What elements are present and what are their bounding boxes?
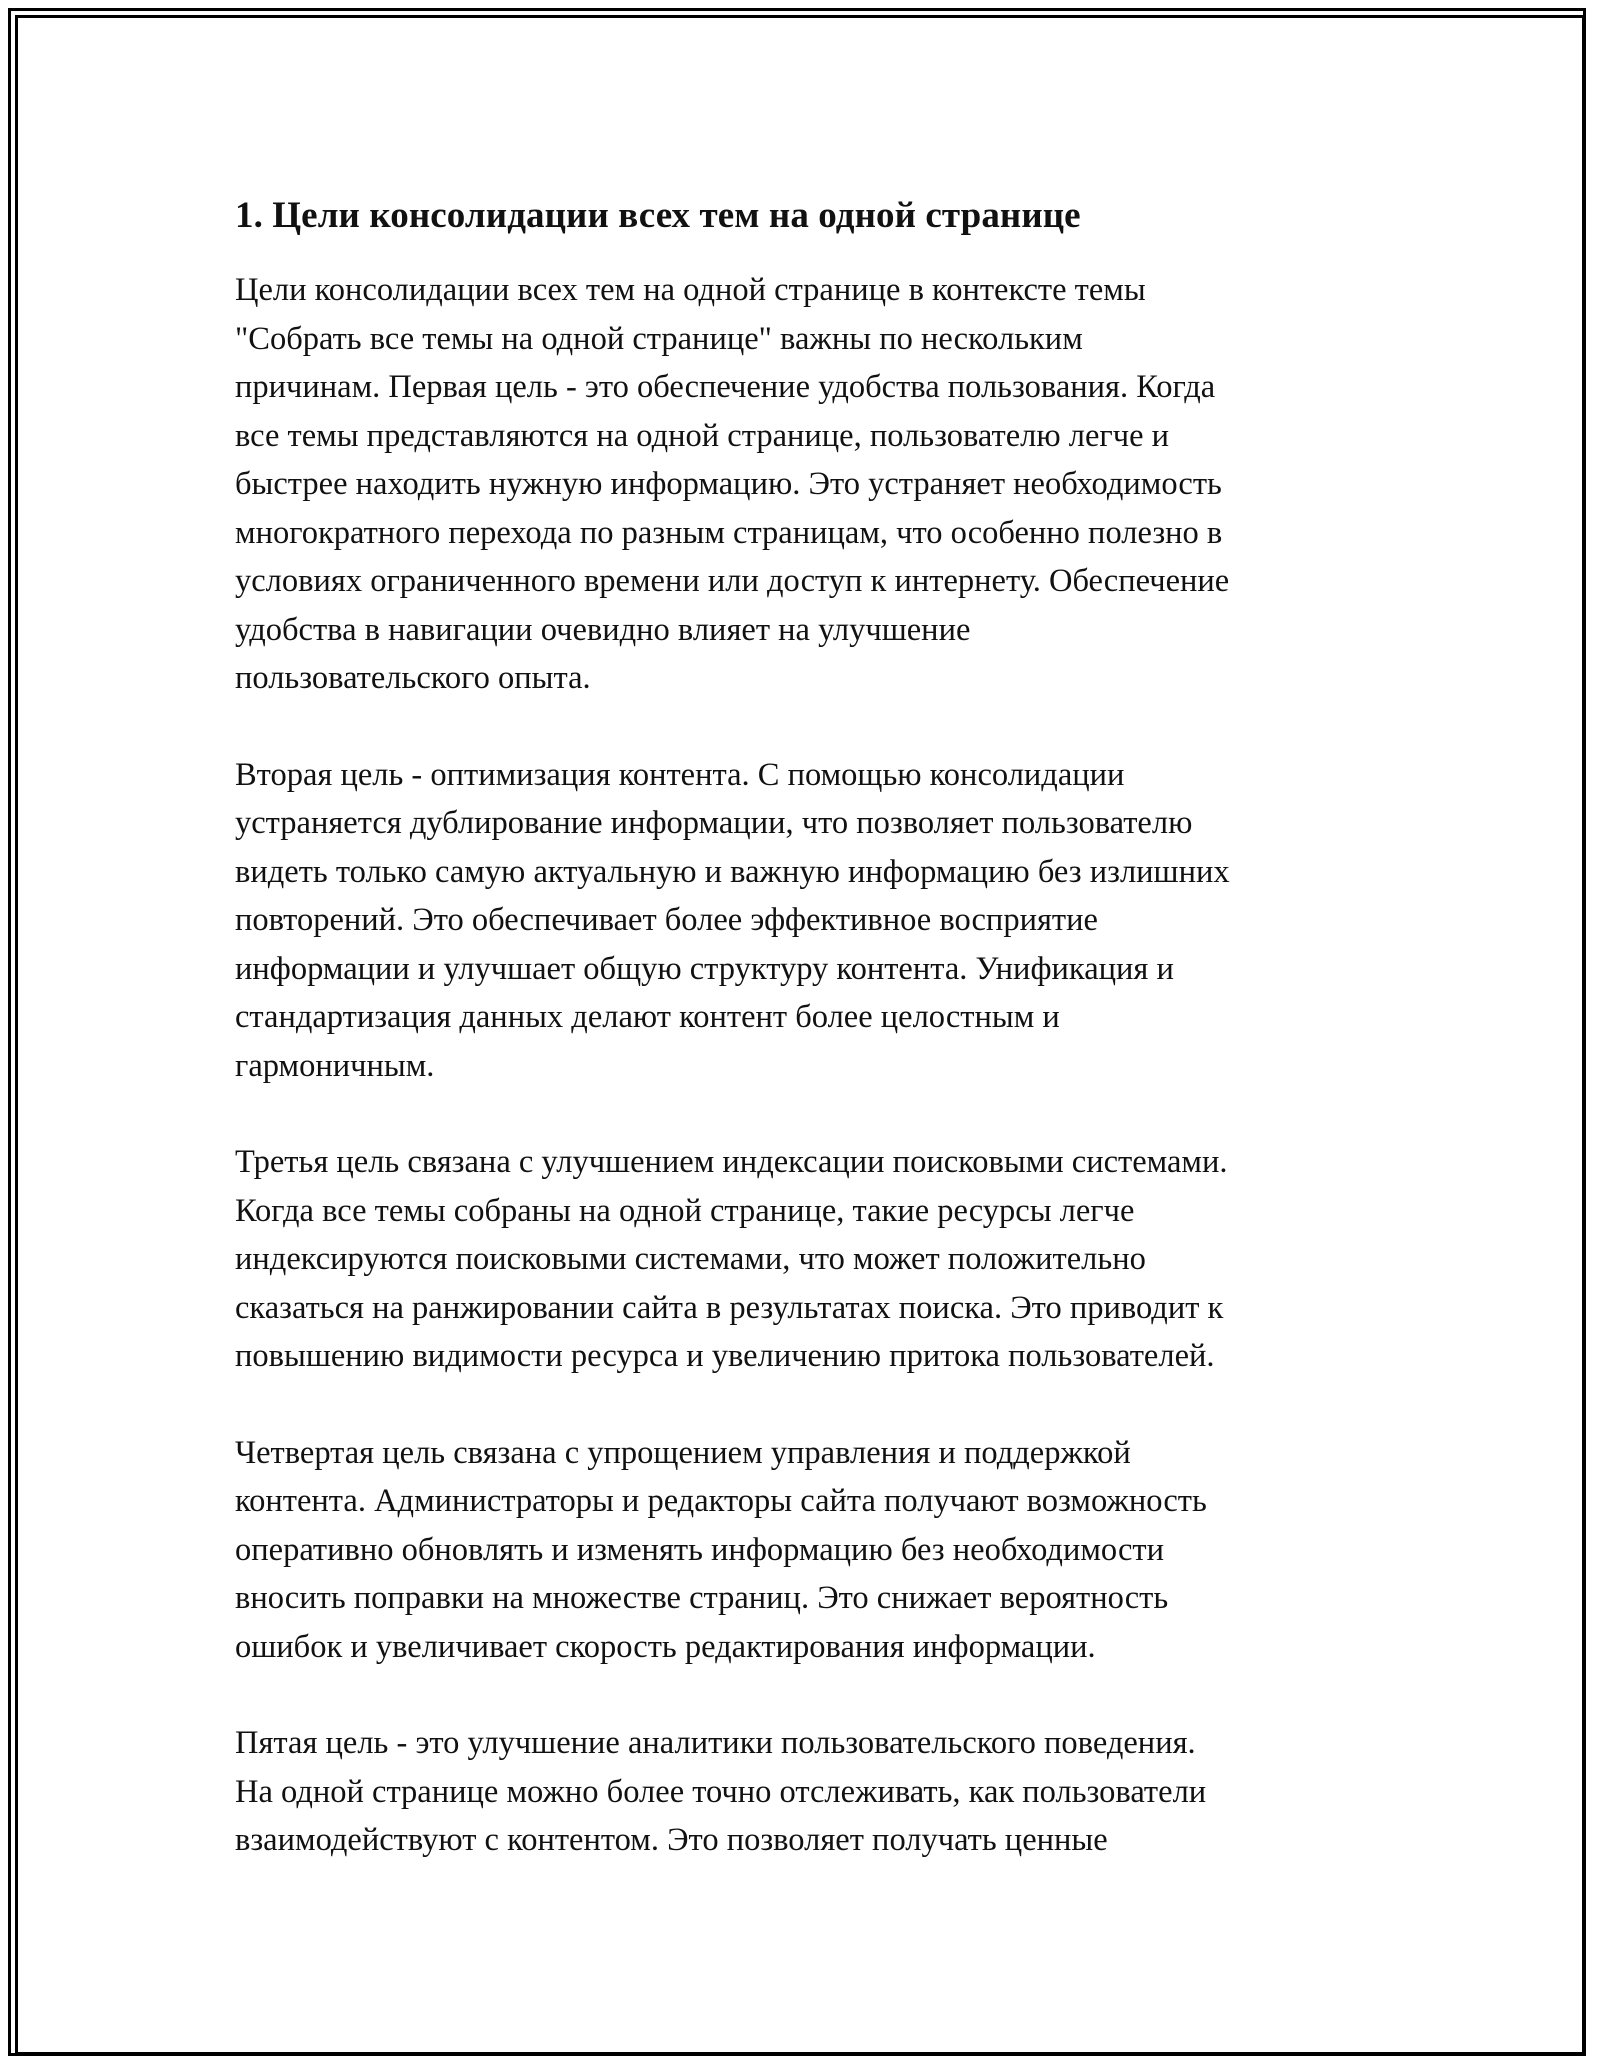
paragraph-1: Цели консолидации всех тем на одной странице в контексте темы "Собрать все темы на одной странице" важны по нескольким причинам. Первая цель - это обеспечение удобства пользования. Когда все темы представляются на одной странице, пользователю легче и быстрее находить нужную информацию. Это устраняет необходимость многократного перехода по разным страницам, что особенно полезно в условиях ограниченного времени или доступ к интернету. Обеспечение удобства в навигации очевидно влияет на улучшение пользовательского опыта. [235,272,1230,696]
paragraph-4: Четвертая цель связана с упрощением управления и поддержкой контента. Администраторы и редакторы сайта получают возможность оперативно обновлять и изменять информацию без необходимости вносить поправки на множестве страниц. Это снижает вероятность ошибок и увеличивает скорость редактирования информации. [235,1434,1207,1665]
paragraph-2: Вторая цель - оптимизация контента. С помощью консолидации устраняется дублирование информации, что позволяет пользователю видеть только самую актуальную и важную информацию без излишних повторений. Это обеспечивает более эффективное восприятие информации и улучшает общую структуру контента. Унификация и стандартизация данных делают контент более целостным и гармоничным. [235,756,1230,1084]
paragraph-3: Третья цель связана с улучшением индексации поисковыми системами. Когда все темы собраны на одной странице, такие ресурсы легче индексируются поисковыми системами, что может положительно сказаться на ранжировании сайта в результатах поиска. Это приводит к повышению видимости ресурса и увеличению притока пользователей. [235,1144,1228,1374]
paragraph-5: Пятая цель - это улучшение аналитики пользовательского поведения. На одной странице можно более точно отслеживать, как пользователи взаимодействуют с контентом. Это позволяет получать ценные [235,1725,1207,1858]
document-body [235,188,1365,1913]
section-heading: 1. Цели консолидации всех тем на одной странице [235,195,1081,236]
